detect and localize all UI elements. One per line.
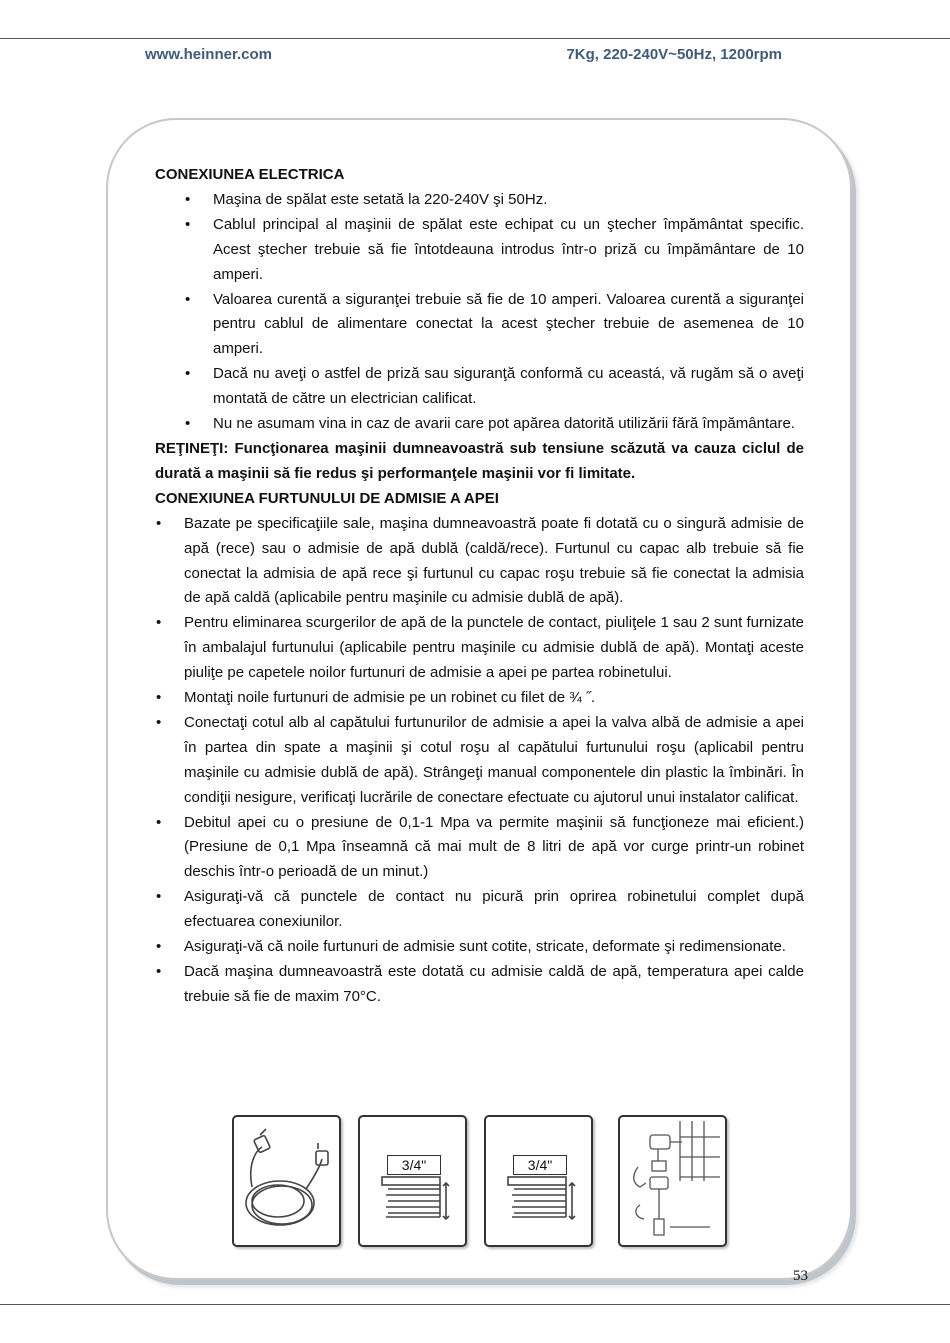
list-item: • Nu ne asumam vina in caz de avarii care pot apărea datorită utilizării fără împământare.: [155, 412, 804, 437]
inlet-hose-icon: [234, 1117, 339, 1245]
water-hose-bullets: [155, 512, 804, 1010]
thread-size-label: 3/4": [513, 1155, 567, 1175]
thread-icon: [360, 1117, 465, 1245]
list-item: • Debitul apei cu o presiune de 0,1-1 Mpa va permite maşinii să funcţioneze mai eficient.) (Presiune de 0,1 Mpa înseamnă că mai mult de 8 litri de apă vor curge printr-un robinet deschis într-o perioadă de un minut.): [155, 811, 804, 886]
page-content: [155, 163, 804, 1010]
figure-inlet-hose: [232, 1115, 341, 1247]
electrical-bullets: [155, 188, 804, 437]
list-item: • Dacă nu aveţi o astfel de priză sau siguranţă conformă cu aceastá, vă rugăm să o aveţi montată de către un electrician calificat.: [155, 362, 804, 412]
figure-thread-2: [484, 1115, 593, 1247]
tap-connection-icon: [620, 1117, 725, 1245]
footer-rule: [0, 1304, 950, 1305]
installation-figures: [232, 1115, 728, 1249]
list-item: • Asiguraţi-vă că punctele de contact nu picură prin oprirea robinetului complet după efectuarea conexiunilor.: [155, 885, 804, 935]
header-website[interactable]: www.heinner.com: [145, 46, 272, 63]
header-rule: [0, 38, 950, 39]
electrical-note: REŢINEŢI: Funcţionarea maşinii dumneavoastră sub tensiune scăzută va cauza ciclul de durată a maşinii să fie redus şi performanţele maşinii vor fi limitate.: [155, 439, 804, 482]
list-item: • Bazate pe specificaţiile sale, maşina dumneavoastră poate fi dotată cu o singură admisie de apă (rece) sau o admisie de apă dublă (caldă/rece). Furtunul cu capac alb trebuie să fie conectat la admisia de apă rece şi furtunul cu capac roşu trebuie să fie conectat la admisia de apă caldă (aplicabile pentru maşinile cu admisie dublă de apă).: [155, 512, 804, 612]
list-item: • Dacă maşina dumneavoastră este dotată cu admisie caldă de apă, temperatura apei calde trebuie să fie de maxim 70°C.: [155, 960, 804, 1010]
list-item: • Pentru eliminarea scurgerilor de apă de la punctele de contact, piuliţele 1 sau 2 sunt furnizate în ambalajul furtunului (aplicabile pentru maşinile cu admisie dublă de apă). Montaţi aceste piuliţe pe capetele noilor furtunuri de admisie a apei pe partea robinetului.: [155, 611, 804, 686]
list-item: • Montaţi noile furtunuri de admisie pe un robinet cu filet de ¾ ˝.: [155, 686, 804, 711]
section-title-water-hose: CONEXIUNEA FURTUNULUI DE ADMISIE A APEI: [155, 489, 499, 507]
figure-thread-1: [358, 1115, 467, 1247]
figure-tap-connection: [618, 1115, 727, 1247]
list-item: • Asiguraţi-vă că noile furtunuri de admisie sunt cotite, stricate, deformate şi redimensionate.: [155, 935, 804, 960]
header-specs: 7Kg, 220-240V~50Hz, 1200rpm: [566, 46, 782, 63]
list-item: • Valoarea curentă a siguranţei trebuie să fie de 10 amperi. Valoarea curentă a siguranţei pentru cablul de alimentare conectat la acest ştecher trebuie de asemenea de 10 amperi.: [155, 288, 804, 363]
section-title-electrical: CONEXIUNEA ELECTRICA: [155, 166, 345, 183]
thread-icon: [486, 1117, 591, 1245]
list-item: • Conectaţi cotul alb al capătului furtunurilor de admisie a apei la valva albă de admisie a apei în partea din spate a maşinii şi cotul roşu al capătului furtunului roşu (aplicabil pentru maşinile cu admisie dublă de apă). Strângeţi manual componentele din plastic la îmbinări. În condiţii nesigure, verificaţi lucrările de conectare efectuate cu ajutorul unui instalator calificat.: [155, 711, 804, 811]
thread-size-label: 3/4": [387, 1155, 441, 1175]
list-item: • Cablul principal al maşinii de spălat este echipat cu un ştecher împământat specific. Acest ştecher trebuie să fie întotdeauna introdus într-o priză cu împământare de 10 amperi.: [155, 213, 804, 288]
page-number: 53: [793, 1268, 808, 1284]
list-item: • Maşina de spălat este setată la 220-240V şi 50Hz.: [155, 188, 804, 213]
